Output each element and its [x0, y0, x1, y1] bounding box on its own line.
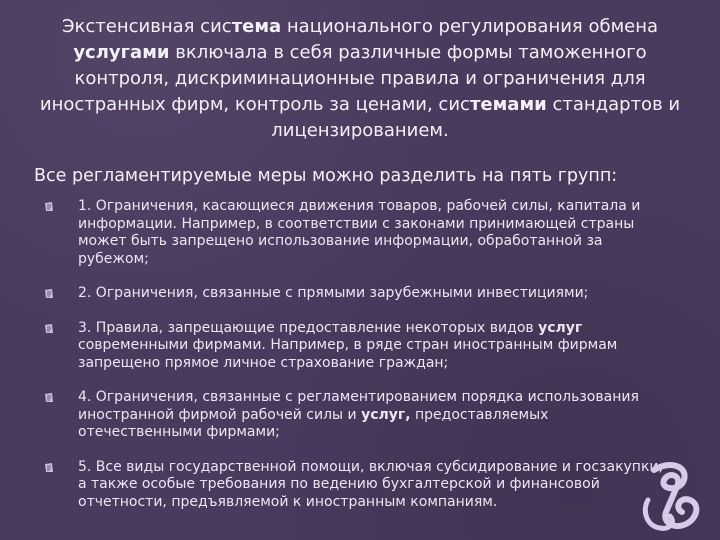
bullet-icon — [44, 323, 54, 334]
bullet-icon — [44, 392, 54, 403]
list-item — [44, 459, 674, 512]
list-item-text: 5. Все виды государственной помощи, включая субсидирование и госзакупки, а также особые требования по ведению бухгалтерской и финансовой отчетности, предъявляемой к иностранным компаниям. — [78, 458, 663, 510]
list-item-text: современными фирмами. Например, в ряде стран иностранным фирмам запрещено прямое личное страхование граждан; — [78, 337, 618, 371]
intro-bold-2: услугами — [73, 42, 170, 63]
list-item-bold: услуг, — [361, 406, 411, 423]
list-item-text: предоставляемых отечественными фирмами; — [78, 406, 549, 440]
list-item — [44, 198, 674, 268]
intro-text-4: стандартов и лицензированием. — [271, 94, 681, 141]
intro-paragraph — [30, 14, 690, 144]
list-item — [44, 285, 674, 303]
list-item — [44, 389, 674, 442]
list-item-text: 2. Ограничения, связанные с прямыми зарубежными инвестициями; — [78, 285, 589, 301]
groups-heading: Все регламентируемые меры можно разделить на пять групп: — [34, 166, 618, 186]
intro-text-1: Экстенсивная сис — [61, 16, 232, 37]
list-item-bold: услуг — [538, 319, 583, 336]
intro-text-3: включала в себя различные формы таможенного контроля, дискриминационные правила и ограничения для иностранных фирм, контроль за ценами, сис — [39, 42, 647, 115]
intro-text-2: национального регулирования обмена — [281, 16, 659, 37]
list-item-text: 4. Ограничения, связанные с регламентированием порядка использования иностранной фирмой рабочей силы и — [78, 389, 639, 423]
bullet-icon — [44, 462, 54, 473]
list-item — [44, 320, 674, 373]
measures-list — [44, 198, 674, 511]
bullet-icon — [44, 201, 54, 212]
bullet-icon — [44, 288, 54, 299]
flourish-ornament-icon — [640, 460, 706, 536]
list-item-text: 1. Ограничения, касающиеся движения товаров, рабочей силы, капитала и информации. Например, в соответствии с законами принимающей страны может быть запрещено использование информации, обработанной за рубежом; — [78, 198, 641, 267]
intro-bold-3: темами — [469, 94, 547, 115]
intro-bold-1: тема — [231, 16, 282, 37]
list-item-text: 3. Правила, запрещающие предоставление некоторых видов — [78, 319, 539, 336]
